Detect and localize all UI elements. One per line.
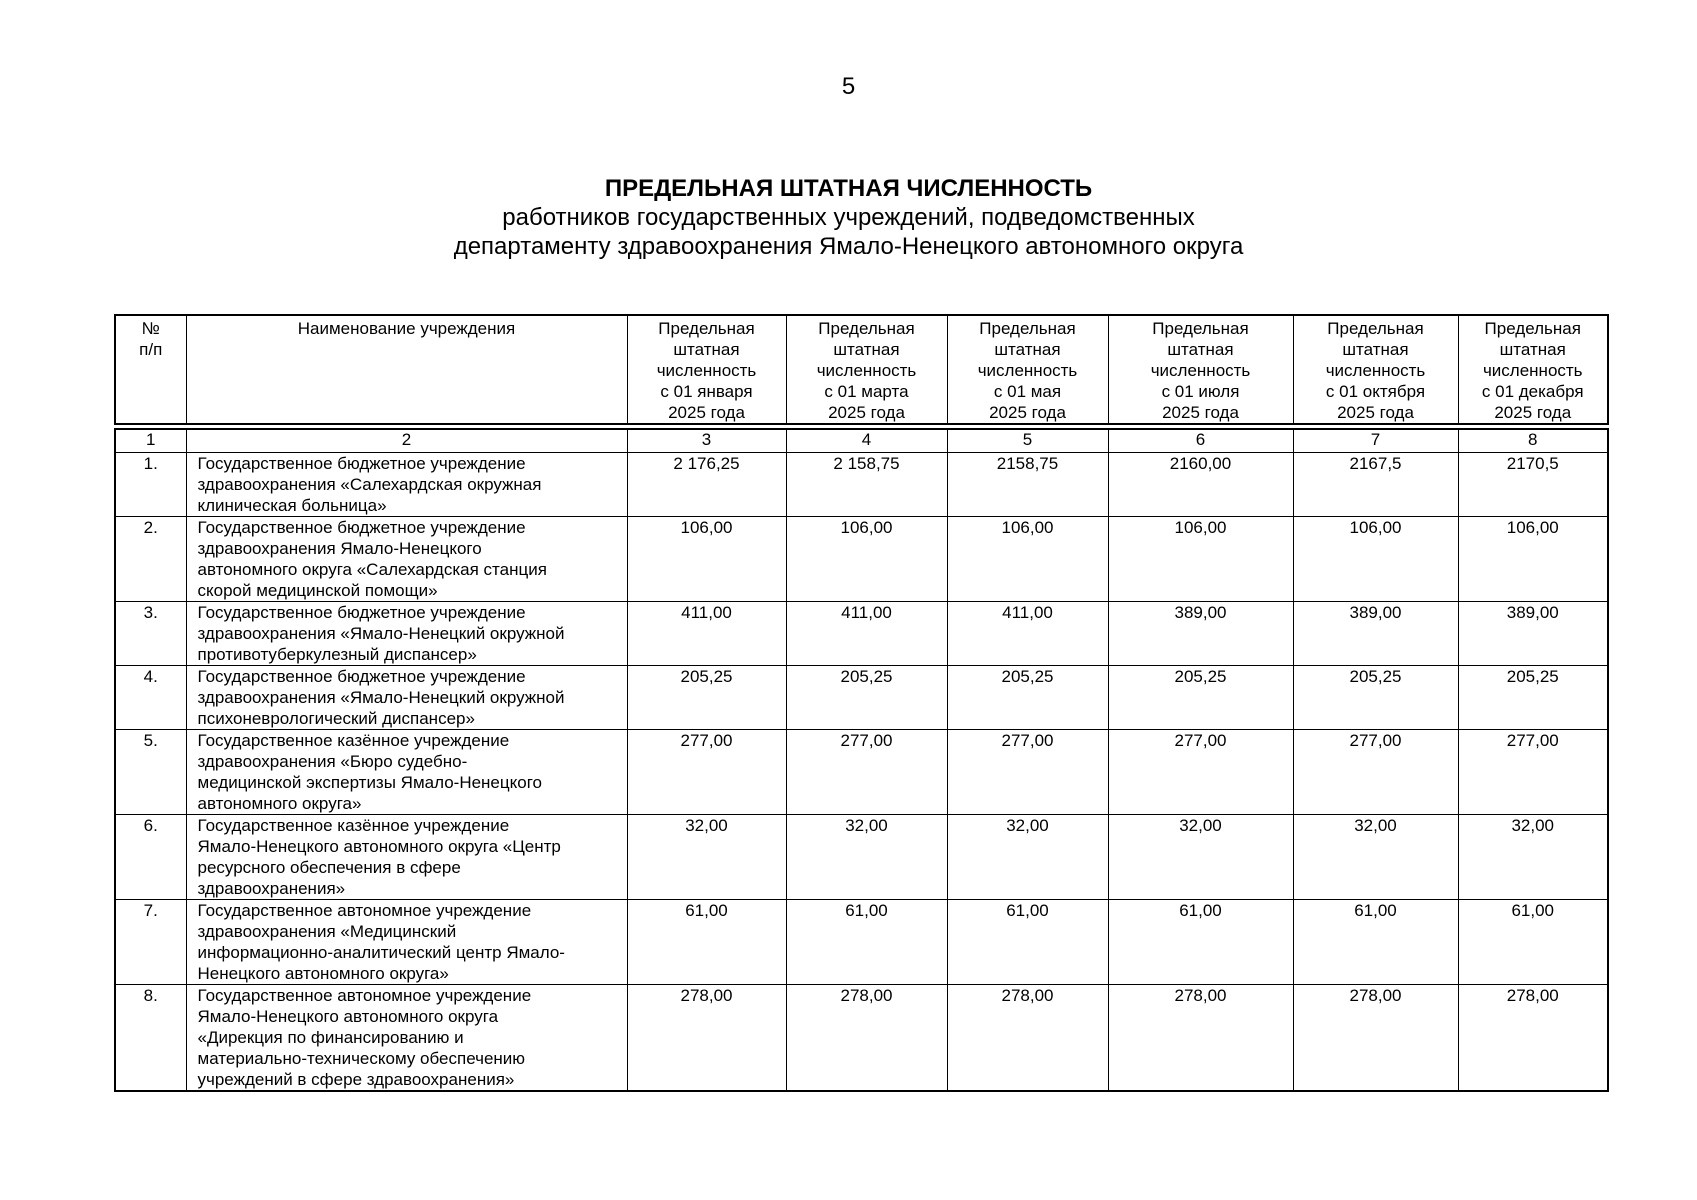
header-line: Предельная xyxy=(1152,319,1249,338)
staff-limit-value: 2 176,25 xyxy=(627,453,786,517)
staff-limit-value: 278,00 xyxy=(947,985,1108,1092)
staff-limit-value: 277,00 xyxy=(1458,730,1608,815)
header-line: численность xyxy=(816,361,917,380)
header-line: 2025 года xyxy=(828,403,905,422)
column-number-cell: 4 xyxy=(786,429,947,453)
header-line: штатная xyxy=(1499,340,1566,359)
header-dec xyxy=(1458,315,1608,424)
header-line: численность xyxy=(977,361,1078,380)
staff-limit-value: 32,00 xyxy=(947,815,1108,900)
institution-name xyxy=(186,900,627,985)
staff-limit-value: 205,25 xyxy=(947,666,1108,730)
staff-limit-value: 205,25 xyxy=(1458,666,1608,730)
staff-limit-value: 61,00 xyxy=(786,900,947,985)
institution-name-line: Ямало-Ненецкого автономного округа «Центр xyxy=(197,837,561,856)
staff-limit-value: 278,00 xyxy=(1293,985,1458,1092)
institution-name-line: медицинской экспертизы Ямало-Ненецкого xyxy=(197,773,542,792)
institution-name-line: Государственное автономное учреждение xyxy=(197,901,532,920)
institution-name xyxy=(186,602,627,666)
staff-limit-value: 205,25 xyxy=(786,666,947,730)
institution-name-line: скорой медицинской помощи» xyxy=(197,581,438,600)
institution-name-line: психоневрологический диспансер» xyxy=(197,709,475,728)
row-number: 7. xyxy=(115,900,186,985)
institution-name-line: Государственное казённое учреждение xyxy=(197,731,510,750)
header-line: 2025 года xyxy=(1162,403,1239,422)
staff-limit-value: 277,00 xyxy=(1293,730,1458,815)
staff-limit-value: 106,00 xyxy=(627,517,786,602)
header-line: штатная xyxy=(994,340,1061,359)
table-header-row xyxy=(115,315,1608,424)
title-main: ПРЕДЕЛЬНАЯ ШТАТНАЯ ЧИСЛЕННОСТЬ xyxy=(604,175,1093,202)
institution-name-line: здравоохранения «Ямало-Ненецкий окружной xyxy=(197,624,565,643)
document-title xyxy=(0,174,1697,261)
staff-limit-value: 2 158,75 xyxy=(786,453,947,517)
staff-limit-value: 205,25 xyxy=(627,666,786,730)
table-row xyxy=(115,730,1608,815)
header-may xyxy=(947,315,1108,424)
institution-name xyxy=(186,453,627,517)
header-line: 2025 года xyxy=(1337,403,1414,422)
header-line: 2025 года xyxy=(668,403,745,422)
header-line: с 01 июля xyxy=(1161,382,1240,401)
staff-limit-value: 411,00 xyxy=(786,602,947,666)
header-line: 2025 года xyxy=(1494,403,1572,422)
row-number: 2. xyxy=(115,517,186,602)
page-number: 5 xyxy=(841,73,856,100)
institution-name xyxy=(186,985,627,1092)
staff-limit-value: 2158,75 xyxy=(947,453,1108,517)
column-number-cell: 2 xyxy=(186,429,627,453)
institution-name xyxy=(186,815,627,900)
institution-name-line: учреждений в сфере здравоохранения» xyxy=(197,1070,515,1089)
institution-name xyxy=(186,730,627,815)
header-line: с 01 октября xyxy=(1325,382,1426,401)
title-line-3: департаменту здравоохранения Ямало-Ненецкого автономного округа xyxy=(453,233,1244,260)
header-line: численность xyxy=(1150,361,1251,380)
staff-limit-value: 2170,5 xyxy=(1458,453,1608,517)
institution-name-line: здравоохранения Ямало-Ненецкого xyxy=(197,539,482,558)
staff-limit-value: 106,00 xyxy=(1458,517,1608,602)
staff-limit-value: 106,00 xyxy=(1293,517,1458,602)
row-number: 3. xyxy=(115,602,186,666)
institution-name-line: Государственное казённое учреждение xyxy=(197,816,510,835)
staff-limit-value: 411,00 xyxy=(947,602,1108,666)
table-row xyxy=(115,602,1608,666)
institution-name-line: автономного округа» xyxy=(197,794,362,813)
staff-limit-value: 32,00 xyxy=(627,815,786,900)
header-mar xyxy=(786,315,947,424)
staff-limit-value: 32,00 xyxy=(1293,815,1458,900)
table-row xyxy=(115,666,1608,730)
institution-name-line: здравоохранения «Бюро судебно- xyxy=(197,752,468,771)
staff-limit-value: 32,00 xyxy=(1458,815,1608,900)
staff-limit-value: 389,00 xyxy=(1458,602,1608,666)
table-row xyxy=(115,900,1608,985)
staff-limit-value: 277,00 xyxy=(947,730,1108,815)
header-jul xyxy=(1108,315,1293,424)
institution-name-line: Государственное автономное учреждение xyxy=(197,986,532,1005)
staff-limit-value: 61,00 xyxy=(947,900,1108,985)
staff-limit-value: 389,00 xyxy=(1293,602,1458,666)
institution-name-line: здравоохранения «Ямало-Ненецкий окружной xyxy=(197,688,565,707)
institution-name-line: здравоохранения» xyxy=(197,879,346,898)
staff-limit-value: 277,00 xyxy=(786,730,947,815)
header-line: штатная xyxy=(673,340,740,359)
table-row xyxy=(115,517,1608,602)
header-line: с 01 мая xyxy=(993,382,1062,401)
header-line: Наименование учреждения xyxy=(297,319,516,338)
staff-limit-value: 205,25 xyxy=(1293,666,1458,730)
row-number: 4. xyxy=(115,666,186,730)
staff-limit-value: 61,00 xyxy=(1293,900,1458,985)
staff-limit-value: 2167,5 xyxy=(1293,453,1458,517)
institution-name-line: материально-техническому обеспечению xyxy=(197,1049,526,1068)
title-line-2: работников государственных учреждений, подведомственных xyxy=(502,204,1195,231)
header-line: с 01 января xyxy=(660,382,753,401)
institution-name-line: здравоохранения «Салехардская окружная xyxy=(197,475,542,494)
staff-limit-value: 277,00 xyxy=(627,730,786,815)
staff-limit-value: 389,00 xyxy=(1108,602,1293,666)
staff-limit-value: 278,00 xyxy=(1458,985,1608,1092)
institution-name-line: «Дирекция по финансированию и xyxy=(197,1028,464,1047)
staff-limit-value: 205,25 xyxy=(1108,666,1293,730)
header-line: штатная xyxy=(1167,340,1234,359)
column-number-cell: 6 xyxy=(1108,429,1293,453)
header-line: № xyxy=(141,319,160,338)
row-number: 5. xyxy=(115,730,186,815)
institution-name-line: Государственное бюджетное учреждение xyxy=(197,603,526,622)
staff-limit-value: 61,00 xyxy=(1458,900,1608,985)
staff-limit-value: 411,00 xyxy=(627,602,786,666)
column-number-cell: 3 xyxy=(627,429,786,453)
institution-name xyxy=(186,666,627,730)
header-line: штатная xyxy=(833,340,900,359)
institution-name-line: здравоохранения «Медицинский xyxy=(197,922,457,941)
column-number-cell: 8 xyxy=(1458,429,1608,453)
header-line: штатная xyxy=(1342,340,1409,359)
header-number xyxy=(115,315,186,424)
header-line: Предельная xyxy=(1484,319,1581,338)
header-institution-name xyxy=(186,315,627,424)
staff-limit-value: 278,00 xyxy=(627,985,786,1092)
institution-name-line: Государственное бюджетное учреждение xyxy=(197,667,526,686)
staff-limit-value: 278,00 xyxy=(1108,985,1293,1092)
institution-name-line: Ненецкого автономного округа» xyxy=(197,964,449,983)
row-number: 1. xyxy=(115,453,186,517)
staff-limit-value: 106,00 xyxy=(786,517,947,602)
row-number: 6. xyxy=(115,815,186,900)
header-line: Предельная xyxy=(818,319,915,338)
staff-limit-value: 278,00 xyxy=(786,985,947,1092)
institution-name-line: автономного округа «Салехардская станция xyxy=(197,560,547,579)
column-number-cell: 1 xyxy=(115,429,186,453)
staff-limit-value: 61,00 xyxy=(1108,900,1293,985)
header-line: численность xyxy=(1325,361,1426,380)
staff-limit-value: 2160,00 xyxy=(1108,453,1293,517)
header-line: п/п xyxy=(139,340,163,359)
header-line: Предельная xyxy=(1327,319,1424,338)
staff-limit-value: 61,00 xyxy=(627,900,786,985)
institution-name-line: клиническая больница» xyxy=(197,496,387,515)
table-body xyxy=(115,424,1608,1091)
row-number: 8. xyxy=(115,985,186,1092)
institution-name-line: Государственное бюджетное учреждение xyxy=(197,454,526,473)
column-number-cell: 5 xyxy=(947,429,1108,453)
table-row xyxy=(115,985,1608,1092)
column-number-row xyxy=(115,429,1608,453)
institution-name xyxy=(186,517,627,602)
institution-name-line: Государственное бюджетное учреждение xyxy=(197,518,526,537)
header-line: Предельная xyxy=(658,319,755,338)
table-row xyxy=(115,815,1608,900)
staff-limit-value: 32,00 xyxy=(786,815,947,900)
staff-limit-value: 32,00 xyxy=(1108,815,1293,900)
header-jan xyxy=(627,315,786,424)
header-line: с 01 марта xyxy=(824,382,909,401)
institution-name-line: противотуберкулезный диспансер» xyxy=(197,645,477,664)
staff-limit-value: 106,00 xyxy=(947,517,1108,602)
staff-limit-table xyxy=(114,314,1609,1092)
staff-limit-value: 106,00 xyxy=(1108,517,1293,602)
institution-name-line: ресурсного обеспечения в сфере xyxy=(197,858,461,877)
header-line: 2025 года xyxy=(989,403,1066,422)
institution-name-line: информационно-аналитический центр Ямало- xyxy=(197,943,565,962)
header-line: Предельная xyxy=(979,319,1076,338)
header-line: с 01 декабря xyxy=(1481,382,1584,401)
institution-name-line: Ямало-Ненецкого автономного округа xyxy=(197,1007,499,1026)
column-number-cell: 7 xyxy=(1293,429,1458,453)
header-oct xyxy=(1293,315,1458,424)
header-line: численность xyxy=(656,361,757,380)
table-row xyxy=(115,453,1608,517)
header-line: численность xyxy=(1482,361,1583,380)
staff-limit-value: 277,00 xyxy=(1108,730,1293,815)
